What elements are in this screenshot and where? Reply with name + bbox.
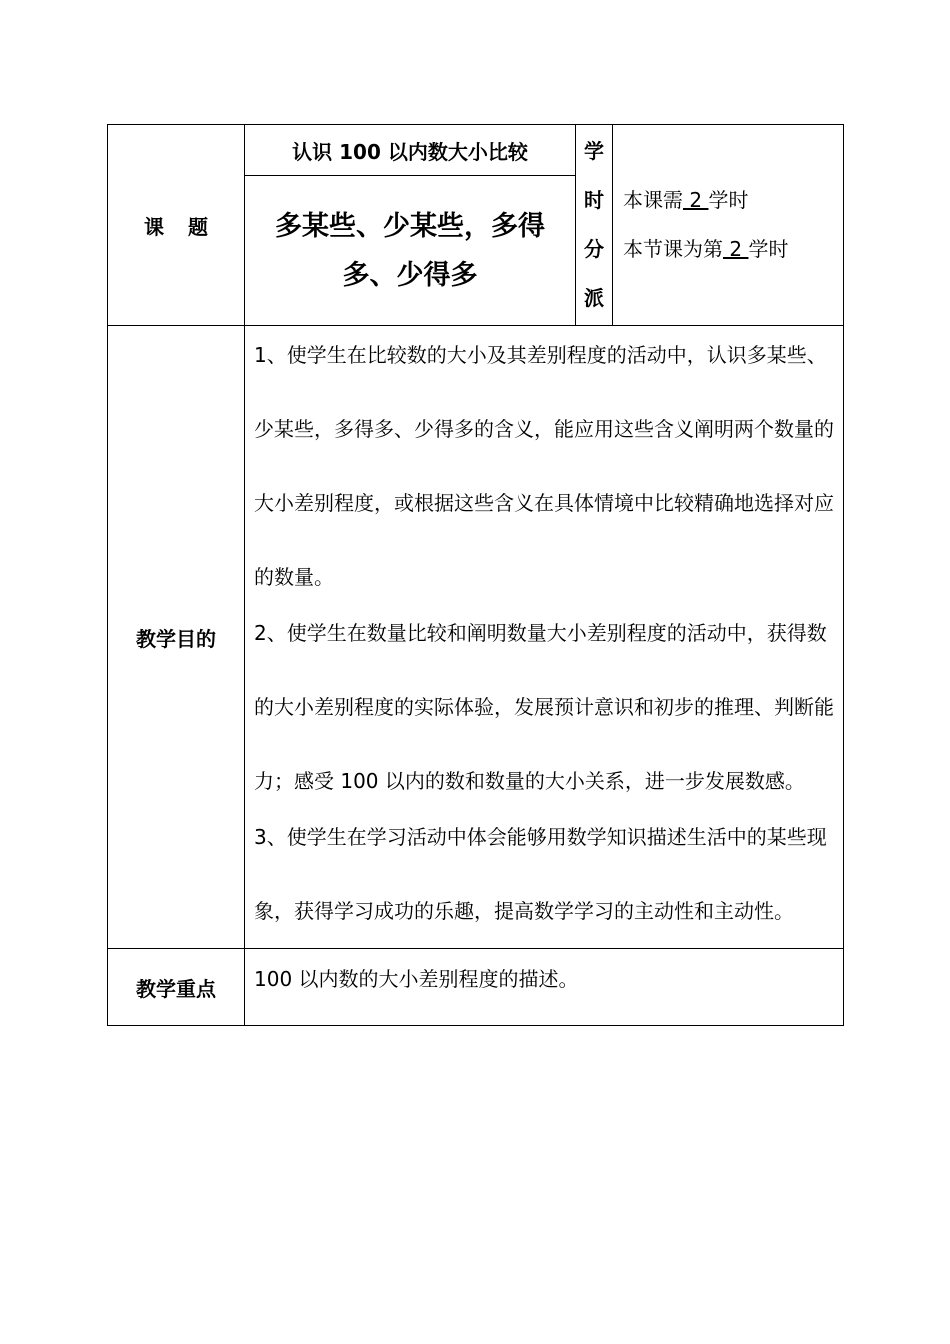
hours-label-cell: [576, 125, 613, 326]
lesson-subtitle-cell: [245, 176, 576, 326]
hours-label-char: 时: [584, 188, 604, 212]
lesson-subtitle: 多某些、少某些，多得多、少得多: [275, 210, 545, 291]
objectives-label-cell: [108, 326, 245, 949]
hours-total-line: [623, 176, 843, 225]
hours-current-prefix: 本节课为第: [623, 237, 723, 261]
hours-label-char: 学: [584, 139, 604, 163]
hours-current-suffix: 学时: [748, 237, 789, 261]
hours-total-value: 2: [683, 188, 709, 212]
key-point-text: 100 以内数的大小差别程度的描述。: [254, 967, 579, 991]
key-point-row: [108, 949, 844, 1026]
objective-item: 2、使学生在数量比较和阐明数量大小差别程度的活动中，获得数的大小差别程度的实际体验，发展预计意识和初步的推理、判断能力；感受 100 以内的数和数量的大小关系，进一步发展数感。: [254, 621, 834, 793]
hours-info-cell: [613, 125, 844, 326]
objectives-row: [108, 326, 844, 949]
objective-item: 1、使学生在比较数的大小及其差别程度的活动中，认识多某些、少某些，多得多、少得多的含义，能应用这些含义阐明两个数量的大小差别程度，或根据这些含义在具体情境中比较精确地选择对应的数量。: [254, 343, 834, 589]
lesson-title: 认识 100 以内数大小比较: [292, 139, 528, 164]
hours-label-char: 分: [584, 237, 604, 261]
topic-label-cell: [108, 125, 245, 326]
lesson-title-cell: [245, 125, 576, 176]
key-label: 教学重点: [136, 976, 216, 1001]
hours-total-suffix: 学时: [708, 188, 749, 212]
key-label-cell: [108, 949, 245, 1026]
objective-item: 3、使学生在学习活动中体会能够用数学知识描述生活中的某些现象，获得学习成功的乐趣，提高数学学习的主动性和主动性。: [254, 825, 827, 923]
key-point-cell: [245, 949, 844, 1026]
topic-label: 课题: [144, 214, 232, 239]
objectives-label: 教学目的: [136, 626, 216, 651]
hours-total-prefix: 本课需: [623, 188, 683, 212]
title-row: [108, 125, 844, 176]
hours-current-line: [623, 225, 843, 274]
hours-current-value: 2: [723, 237, 749, 261]
hours-label-char: 派: [584, 286, 604, 310]
lesson-plan-table: [107, 124, 844, 1026]
objectives-cell: [245, 326, 844, 949]
